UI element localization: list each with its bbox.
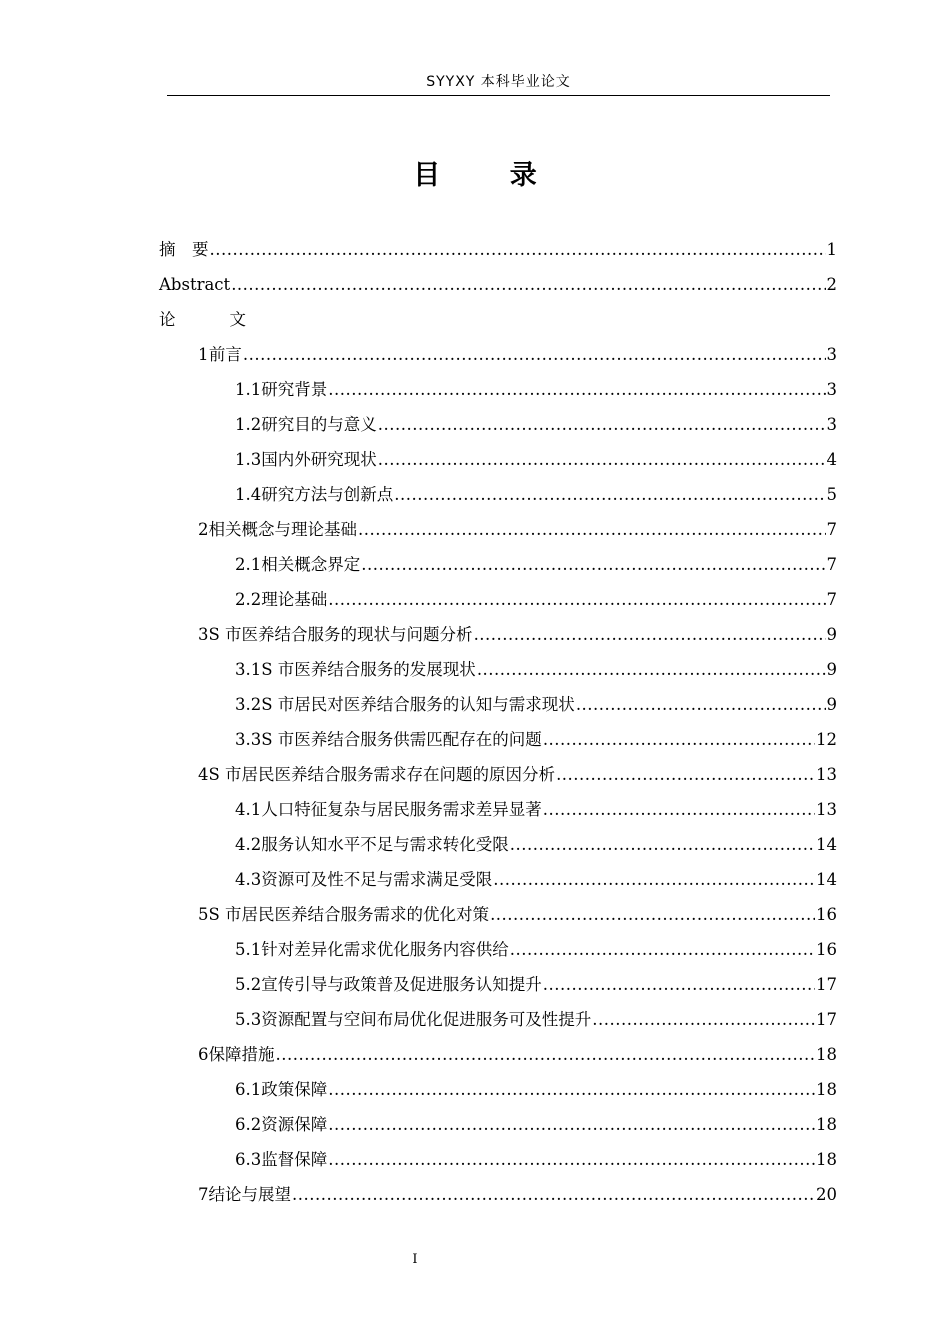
toc-entry-page: 3	[826, 415, 837, 434]
toc-entry-page: 7	[826, 590, 837, 609]
toc-entry-page: 5	[826, 485, 837, 504]
dot-leader	[231, 267, 825, 302]
toc-entry-page: 3	[826, 345, 837, 364]
toc-section[interactable]	[235, 1107, 837, 1142]
toc-chapter[interactable]	[198, 337, 837, 372]
dot-leader	[210, 232, 826, 267]
toc-section[interactable]	[235, 1142, 837, 1177]
toc-entry-label: 针对差异化需求优化服务内容供给	[261, 940, 509, 959]
toc-entry-number: 2.2	[235, 590, 262, 609]
toc-entry-number: 3.1	[235, 660, 262, 679]
toc-section[interactable]	[235, 477, 837, 512]
dot-leader	[328, 1142, 815, 1177]
toc-section[interactable]	[235, 722, 837, 757]
toc-entry-page: 18	[816, 1080, 837, 1099]
toc-entry-number: 4.2	[235, 835, 262, 854]
toc-entry-page: 7	[826, 520, 837, 539]
toc-section[interactable]	[235, 407, 837, 442]
toc-entry-label: S 市居民对医养结合服务的认知与需求现状	[261, 695, 575, 714]
toc-entry-label: 国内外研究现状	[261, 450, 377, 469]
toc-entry-page: 7	[826, 555, 837, 574]
toc-entry-page: 13	[816, 800, 837, 819]
header-rule	[167, 95, 830, 96]
toc-entry-label: 资源配置与空间布局优化促进服务可及性提升	[261, 1010, 592, 1029]
toc-section[interactable]	[235, 652, 837, 687]
toc-section[interactable]	[235, 372, 837, 407]
toc-entry-label: 研究方法与创新点	[261, 485, 394, 504]
dot-leader	[378, 407, 826, 442]
toc-entry-number: 1.3	[235, 450, 262, 469]
toc-chapter[interactable]	[198, 617, 837, 652]
toc-section[interactable]	[235, 582, 837, 617]
dot-leader	[358, 512, 826, 547]
toc-entry-number: 1	[198, 345, 209, 364]
toc-entry-label: 研究背景	[261, 380, 328, 399]
toc-entry-abstract-cn[interactable]	[159, 232, 837, 267]
toc-entry-number: 3.3	[235, 730, 262, 749]
toc-section[interactable]	[235, 862, 837, 897]
dot-leader	[328, 1107, 815, 1142]
toc-entry-number: 5.2	[235, 975, 262, 994]
dot-leader	[243, 337, 826, 372]
dot-leader	[543, 792, 815, 827]
toc-entry-page: 9	[826, 695, 837, 714]
dot-leader	[276, 1037, 816, 1072]
toc-entry-page: 18	[816, 1150, 837, 1169]
toc-entry-label: S 市医养结合服务的发展现状	[261, 660, 476, 679]
toc-entry-abstract-en[interactable]	[159, 267, 837, 302]
dot-leader	[576, 687, 826, 722]
dot-leader	[292, 1177, 815, 1212]
toc-section[interactable]	[235, 967, 837, 1002]
toc-entry-number: 2	[198, 520, 209, 539]
toc-entry-label: 服务认知水平不足与需求转化受限	[261, 835, 509, 854]
toc-entry-number: 3	[198, 625, 209, 644]
toc-thesis-heading-char: 论	[159, 310, 176, 329]
toc-entry-label: 宣传引导与政策普及促进服务认知提升	[261, 975, 542, 994]
toc-section[interactable]	[235, 792, 837, 827]
toc-entry-page: 18	[816, 1045, 837, 1064]
toc-section[interactable]	[235, 547, 837, 582]
toc-entry-page: 14	[816, 870, 837, 889]
dot-leader	[592, 1002, 815, 1037]
toc-section[interactable]	[235, 827, 837, 862]
toc-entry-page: 16	[816, 905, 837, 924]
toc-entry-label: S 市医养结合服务供需匹配存在的问题	[261, 730, 542, 749]
toc-entry-number: 5.3	[235, 1010, 262, 1029]
toc-section[interactable]	[235, 1002, 837, 1037]
dot-leader	[328, 582, 825, 617]
dot-leader	[510, 827, 815, 862]
toc-entry-number: 1.1	[235, 380, 262, 399]
toc-entry-number: 3.2	[235, 695, 262, 714]
toc-entry-label: 资源保障	[261, 1115, 328, 1134]
toc-entry-label: S 市医养结合服务的现状与问题分析	[208, 625, 473, 644]
toc-entry-page: 17	[816, 975, 837, 994]
dot-leader	[490, 897, 815, 932]
toc-thesis-heading	[159, 302, 246, 337]
toc-entry-number: 1.2	[235, 415, 262, 434]
toc-title: 目 录	[413, 160, 567, 191]
toc-section[interactable]	[235, 932, 837, 967]
toc-chapter[interactable]	[198, 512, 837, 547]
dot-leader	[493, 862, 815, 897]
dot-leader	[477, 652, 826, 687]
running-header: SYYXY 本科毕业论文	[426, 74, 571, 90]
toc-entry-label: 政策保障	[261, 1080, 328, 1099]
toc-entry-number: 4	[198, 765, 209, 784]
toc-entry-page: 16	[816, 940, 837, 959]
toc-chapter[interactable]	[198, 897, 837, 932]
toc-entry-page: 9	[826, 625, 837, 644]
toc-section[interactable]	[235, 687, 837, 722]
dot-leader	[510, 932, 815, 967]
toc-entry-page: 1	[826, 240, 837, 259]
toc-entry-label: 监督保障	[261, 1150, 328, 1169]
toc-entry-page: 3	[826, 380, 837, 399]
dot-leader	[328, 372, 825, 407]
dot-leader	[543, 967, 815, 1002]
toc-section[interactable]	[235, 442, 837, 477]
toc-chapter[interactable]	[198, 1037, 837, 1072]
dot-leader	[361, 547, 825, 582]
toc-entry-label: S 市居民医养结合服务需求的优化对策	[208, 905, 490, 924]
toc-entry-page: 13	[816, 765, 837, 784]
toc-entry-label: 研究目的与意义	[261, 415, 377, 434]
toc-entry-number: 1.4	[235, 485, 262, 504]
toc-entry-page: 14	[816, 835, 837, 854]
toc-entry-page: 9	[826, 660, 837, 679]
toc-entry-label: S 市居民医养结合服务需求存在问题的原因分析	[208, 765, 556, 784]
toc-entry-number: 4.1	[235, 800, 262, 819]
toc-entry-label: 相关概念与理论基础	[208, 520, 357, 539]
toc-entry-number: 5	[198, 905, 209, 924]
toc-entry-number: 6.1	[235, 1080, 262, 1099]
toc-entry-label: 保障措施	[208, 1045, 275, 1064]
toc-entry-label: 前言	[208, 345, 242, 364]
toc-section[interactable]	[235, 1072, 837, 1107]
toc-entry-page: 4	[826, 450, 837, 469]
toc-chapter[interactable]	[198, 757, 837, 792]
toc-entry-number: 6	[198, 1045, 209, 1064]
toc-entry-number: 7	[198, 1185, 209, 1204]
dot-leader	[556, 757, 815, 792]
toc-entry-number: 2.1	[235, 555, 262, 574]
toc-chapter[interactable]	[198, 1177, 837, 1212]
toc-entry-page: 12	[816, 730, 837, 749]
toc-entry-label: 摘 要	[159, 240, 209, 259]
dot-leader	[543, 722, 815, 757]
toc-entry-number: 5.1	[235, 940, 262, 959]
toc-thesis-heading-char: 文	[229, 310, 246, 329]
dot-leader	[328, 1072, 815, 1107]
toc-entry-label: Abstract	[159, 275, 231, 294]
toc-entry-label: 理论基础	[261, 590, 328, 609]
toc-entry-page: 20	[816, 1185, 837, 1204]
toc-entry-page: 2	[826, 275, 837, 294]
toc-entry-label: 资源可及性不足与需求满足受限	[261, 870, 493, 889]
toc-entry-number: 4.3	[235, 870, 262, 889]
dot-leader	[394, 477, 825, 512]
toc-entry-page: 18	[816, 1115, 837, 1134]
toc-entry-page: 17	[816, 1010, 837, 1029]
toc-entry-number: 6.2	[235, 1115, 262, 1134]
toc-entry-number: 6.3	[235, 1150, 262, 1169]
toc-entry-label: 结论与展望	[208, 1185, 291, 1204]
toc-entry-label: 人口特征复杂与居民服务需求差异显著	[261, 800, 542, 819]
dot-leader	[474, 617, 826, 652]
page-number: I	[412, 1252, 418, 1267]
toc-entry-label: 相关概念界定	[261, 555, 361, 574]
dot-leader	[378, 442, 826, 477]
